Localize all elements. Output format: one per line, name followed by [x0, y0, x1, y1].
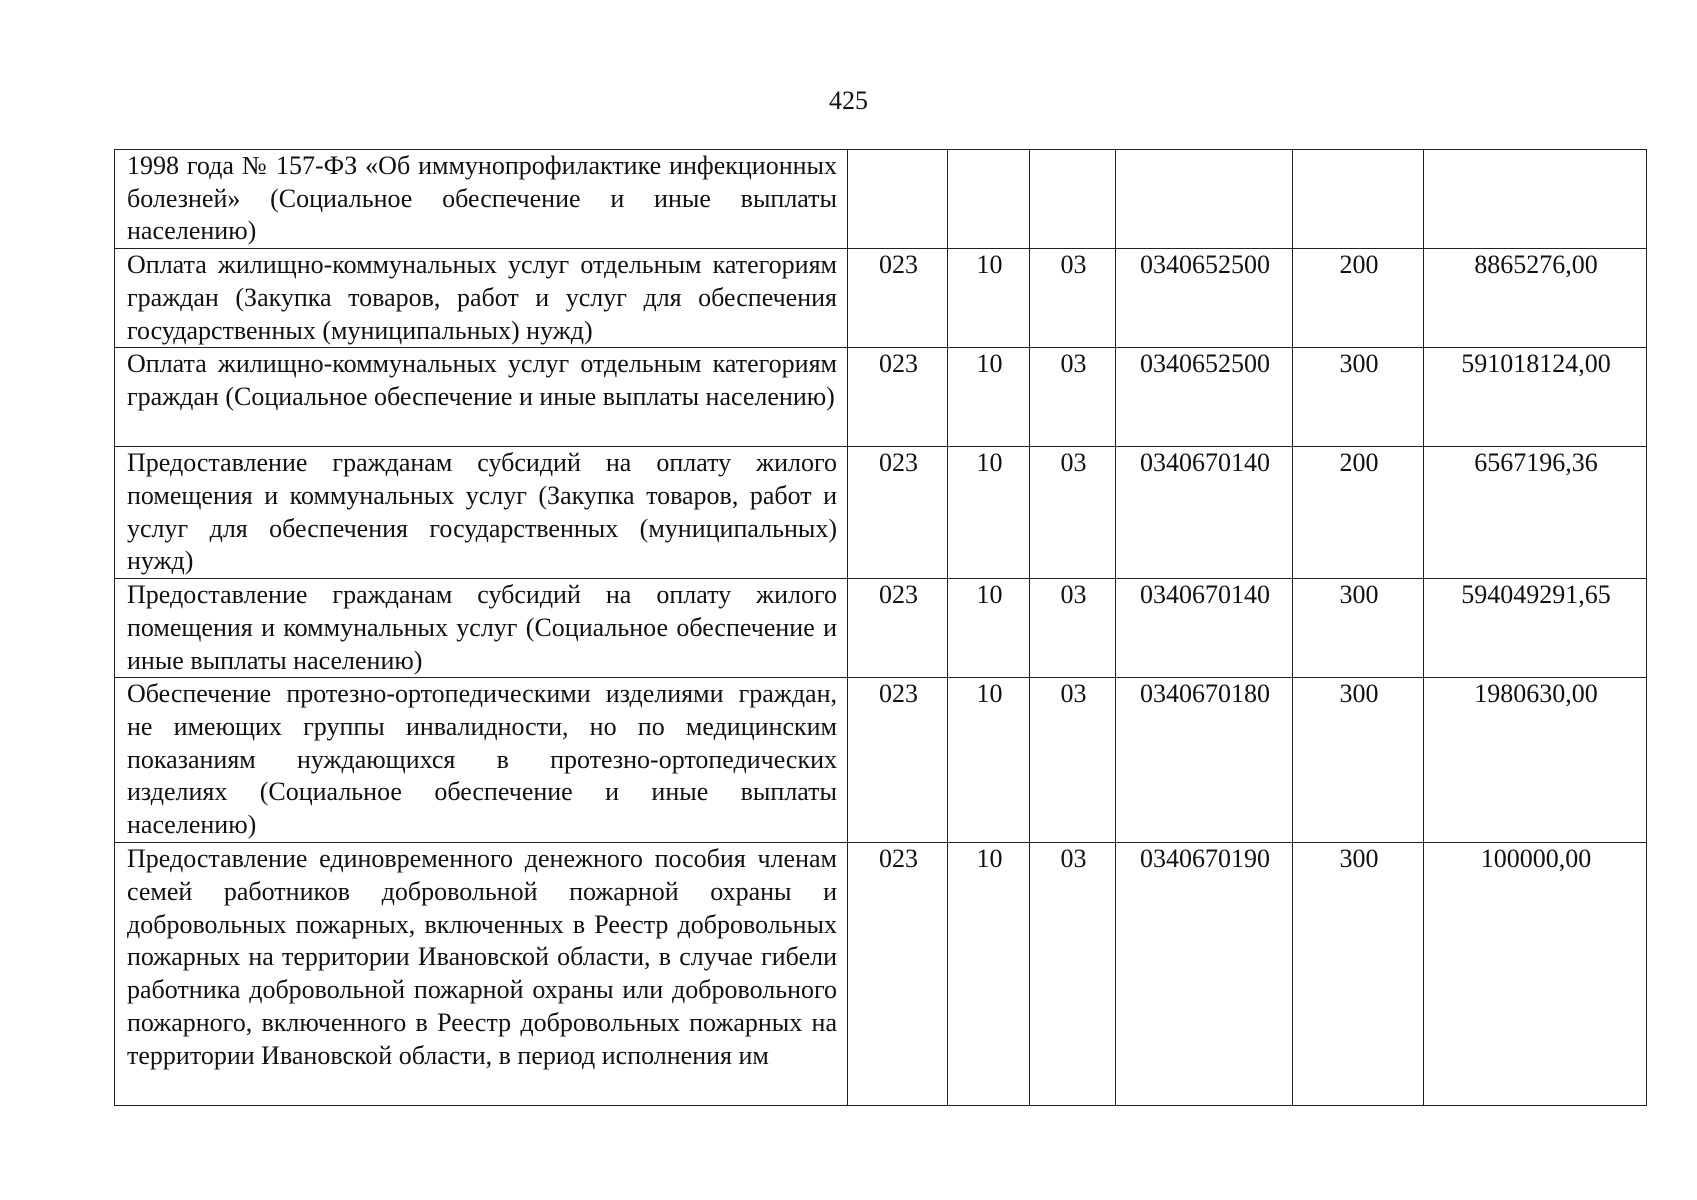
cell-expense-type: 200: [1293, 249, 1424, 348]
row-description: Предоставление гражданам субсидий на оплату жилого помещения и коммунальных услуг (Социальное обеспечение и иные выплаты населению): [115, 579, 848, 678]
table-row: [115, 447, 1647, 579]
cell-amount: [1424, 150, 1647, 249]
cell-podrazdel: 03: [1030, 447, 1116, 579]
table-row: [115, 843, 1647, 1106]
cell-podrazdel: [1030, 150, 1116, 249]
table-row: [115, 249, 1647, 348]
cell-glav: [848, 150, 948, 249]
cell-razdel: [948, 150, 1030, 249]
cell-glav: 023: [848, 348, 948, 447]
cell-amount: 100000,00: [1424, 843, 1647, 1106]
row-description: Предоставление гражданам субсидий на оплату жилого помещения и коммунальных услуг (Закупка товаров, работ и услуг для обеспечения государственных (муниципальных) нужд): [115, 447, 848, 579]
cell-amount: 1980630,00: [1424, 678, 1647, 843]
budget-table: [114, 149, 1647, 1106]
cell-glav: 023: [848, 843, 948, 1106]
cell-target-article: 0340670190: [1116, 843, 1293, 1106]
cell-expense-type: 300: [1293, 678, 1424, 843]
cell-target-article: 0340652500: [1116, 249, 1293, 348]
cell-amount: 591018124,00: [1424, 348, 1647, 447]
table-row: [115, 348, 1647, 447]
cell-target-article: 0340670140: [1116, 579, 1293, 678]
cell-razdel: 10: [948, 843, 1030, 1106]
cell-razdel: 10: [948, 678, 1030, 843]
cell-razdel: 10: [948, 447, 1030, 579]
cell-target-article: 0340670140: [1116, 447, 1293, 579]
table-row: [115, 150, 1647, 249]
row-description: 1998 года № 157-ФЗ «Об иммунопрофилактике инфекционных болезней» (Социальное обеспечение и иные выплаты населению): [115, 150, 848, 249]
cell-podrazdel: 03: [1030, 843, 1116, 1106]
cell-expense-type: 300: [1293, 843, 1424, 1106]
cell-razdel: 10: [948, 579, 1030, 678]
cell-expense-type: 300: [1293, 348, 1424, 447]
cell-target-article: 0340652500: [1116, 348, 1293, 447]
table-row: [115, 579, 1647, 678]
cell-amount: 8865276,00: [1424, 249, 1647, 348]
row-description: Обеспечение протезно-ортопедическими изделиями граждан, не имеющих группы инвалидности, но по медицинским показаниям нуждающихся в протезно-ортопедических изделиях (Социальное обеспечение и иные выплаты населению): [115, 678, 848, 843]
cell-razdel: 10: [948, 348, 1030, 447]
row-description: Предоставление единовременного денежного пособия членам семей работников добровольной пожарной охраны и добровольных пожарных, включенных в Реестр добровольных пожарных на территории Ивановской области, в случае гибели работника добровольной пожарной охраны или добровольного пожарного, включенного в Реестр добровольных пожарных на территории Ивановской области, в период исполнения им: [115, 843, 848, 1106]
row-description: Оплата жилищно-коммунальных услуг отдельным категориям граждан (Закупка товаров, работ и услуг для обеспечения государственных (муниципальных) нужд): [115, 249, 848, 348]
cell-podrazdel: 03: [1030, 579, 1116, 678]
cell-glav: 023: [848, 447, 948, 579]
cell-target-article: [1116, 150, 1293, 249]
cell-expense-type: 300: [1293, 579, 1424, 678]
cell-target-article: 0340670180: [1116, 678, 1293, 843]
page-number: 425: [829, 86, 868, 115]
cell-podrazdel: 03: [1030, 249, 1116, 348]
cell-expense-type: [1293, 150, 1424, 249]
cell-glav: 023: [848, 249, 948, 348]
cell-glav: 023: [848, 579, 948, 678]
row-description: Оплата жилищно-коммунальных услуг отдельным категориям граждан (Социальное обеспечение и иные выплаты населению): [115, 348, 848, 447]
cell-expense-type: 200: [1293, 447, 1424, 579]
cell-amount: 6567196,36: [1424, 447, 1647, 579]
cell-amount: 594049291,65: [1424, 579, 1647, 678]
table-row: [115, 678, 1647, 843]
cell-glav: 023: [848, 678, 948, 843]
cell-razdel: 10: [948, 249, 1030, 348]
cell-podrazdel: 03: [1030, 678, 1116, 843]
cell-podrazdel: 03: [1030, 348, 1116, 447]
